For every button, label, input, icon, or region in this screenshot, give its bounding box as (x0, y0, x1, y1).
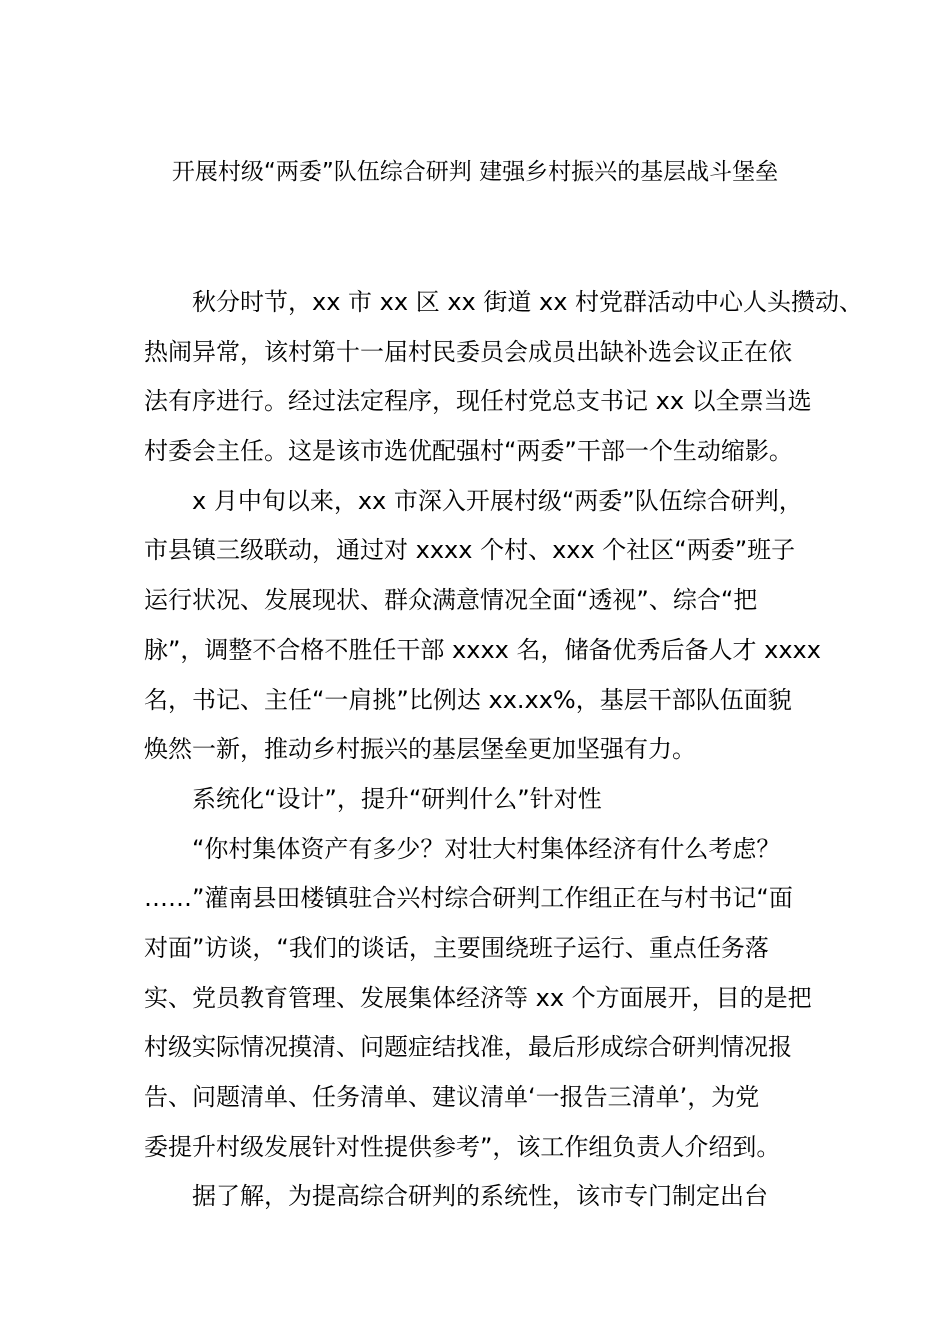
paragraph-4-line-6: 告、问题清单、任务清单、建议清单‘一报告三清单’，为党 (144, 1083, 760, 1111)
paragraph-2-line-1: x 月中旬以来，xx 市深入开展村级“两委”队伍综合研判， (192, 486, 803, 515)
paragraph-2-line-3: 运行状况、发展现状、群众满意情况全面“透视”、综合“把 (144, 586, 758, 615)
paragraph-5-line-1: 据了解，为提高综合研判的系统性，该市专门制定出台 (192, 1182, 768, 1211)
paragraph-1-line-4: 村委会主任。这是该市选优配强村“两委”干部一个生动缩影。 (144, 437, 793, 466)
paragraph-4-line-2: ……”灌南县田楼镇驻合兴村综合研判工作组正在与村书记“面 (144, 884, 793, 913)
paragraph-4-line-3: 对面”访谈，“我们的谈话，主要围绕班子运行、重点任务落 (144, 933, 769, 962)
paragraph-4-line-7: 委提升村级发展针对性提供参考”，该工作组负责人介绍到。 (144, 1132, 781, 1161)
paragraph-1-line-1: 秋分时节，xx 市 xx 区 xx 街道 xx 村党群活动中心人头攒动、 (192, 288, 864, 316)
paragraph-2-line-2: 市县镇三级联动，通过对 xxxx 个村、xxx 个社区“两委”班子 (144, 536, 796, 565)
paragraph-4-line-4: 实、党员教育管理、发展集体经济等 xx 个方面展开，目的是把 (144, 983, 812, 1012)
document-title: 开展村级“两委”队伍综合研判 建强乡村振兴的基层战斗堡垒 (171, 159, 779, 185)
paragraph-2-line-4: 脉”，调整不合格不胜任干部 xxxx 名，储备优秀后备人才 xxxx (144, 635, 821, 664)
section-heading: 系统化“设计”，提升“研判什么”针对性 (192, 784, 602, 813)
paragraph-2-line-6: 焕然一新，推动乡村振兴的基层堡垒更加坚强有力。 (144, 735, 696, 764)
document-body (144, 278, 864, 1222)
paragraph-4-line-1: “你村集体资产有多少？对壮大村集体经济有什么考虑？ (192, 834, 781, 863)
paragraph-1-line-2: 热闹异常，该村第十一届村民委员会成员出缺补选会议正在依 (144, 337, 792, 366)
paragraph-4-line-5: 村级实际情况摸清、问题症结找准，最后形成综合研判情况报 (144, 1033, 792, 1062)
paragraph-2-line-5: 名，书记、主任“一肩挑”比例达 xx.xx%，基层干部队伍面貌 (144, 685, 792, 714)
paragraph-1-line-3: 法有序进行。经过法定程序，现任村党总支书记 xx 以全票当选 (144, 387, 812, 416)
